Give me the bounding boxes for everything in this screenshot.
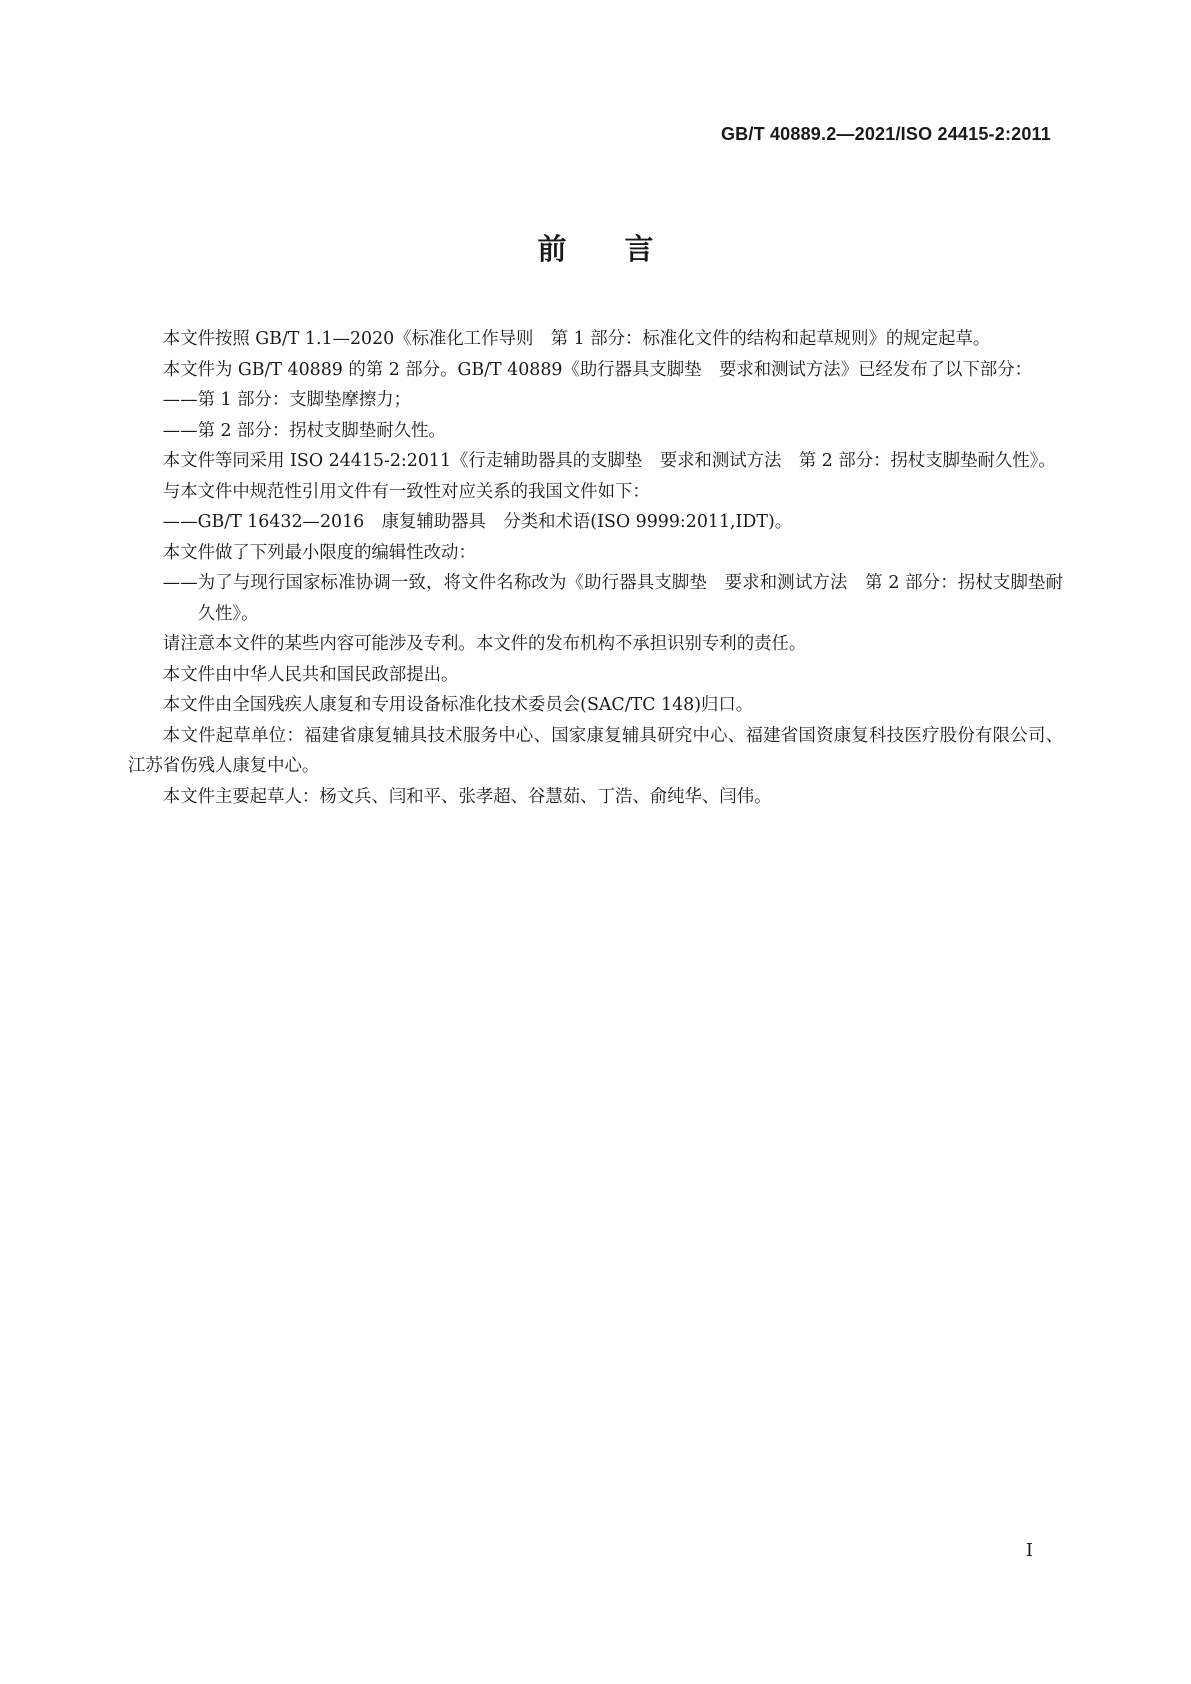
paragraph-drafters: 本文件主要起草人：杨文兵、闫和平、张孝超、谷慧茹、丁浩、俞纯华、闫伟。 <box>162 786 772 807</box>
foreword-body <box>128 324 1063 812</box>
paragraph-series-parts: 本文件为 GB/T 40889 的第 2 部分。GB/T 40889《助行器具支脚垫 要求和测试方法》已经发布了以下部分： <box>162 359 1033 380</box>
standard-code-header: GB/T 40889.2—2021/ISO 24415-2:2011 <box>720 124 1051 144</box>
list-item-part-1: ——第 1 部分：支脚垫摩擦力； <box>162 390 411 410</box>
paragraph-patent-notice: 请注意本文件的某些内容可能涉及专利。本文件的发布机构不承担识别专利的责任。 <box>162 634 807 654</box>
paragraph-iso-adoption: 本文件等同采用 ISO 24415-2:2011《行走辅助器具的支脚垫 要求和测试方法 第 2 部分：拐杖支脚垫耐久性》。 <box>162 451 1056 471</box>
list-item-part-2: ——第 2 部分：拐杖支脚垫耐久性。 <box>162 420 446 441</box>
paragraph-editorial-changes: 本文件做了下列最小限度的编辑性改动： <box>162 542 476 563</box>
list-item-reference: ——GB/T 16432—2016 康复辅助器具 分类和术语(ISO 9999:2011,IDT)。 <box>162 512 793 532</box>
page-title: 前言 <box>537 232 712 266</box>
paragraph-proposer: 本文件由中华人民共和国民政部提出。 <box>162 664 459 685</box>
paragraph-drafting-units: 本文件起草单位：福建省康复辅具技术服务中心、国家康复辅具研究中心、福建省国资康复科技医疗股份有限公司、江苏省伤残人康复中心。 <box>128 725 1063 776</box>
paragraph-committee: 本文件由全国残疾人康复和专用设备标准化技术委员会(SAC/TC 148)归口。 <box>162 695 754 715</box>
list-item-editorial-change: ——为了与现行国家标准协调一致，将文件名称改为《助行器具支脚垫 要求和测试方法 第 2 部分：拐杖支脚垫耐久性》。 <box>162 573 1063 624</box>
page-number: I <box>1025 1540 1033 1561</box>
paragraph-normative-references: 与本文件中规范性引用文件有一致性对应关系的我国文件如下： <box>162 481 650 502</box>
paragraph-drafting-rules: 本文件按照 GB/T 1.1—2020《标准化工作导则 第 1 部分：标准化文件的结构和起草规则》的规定起草。 <box>162 329 991 349</box>
